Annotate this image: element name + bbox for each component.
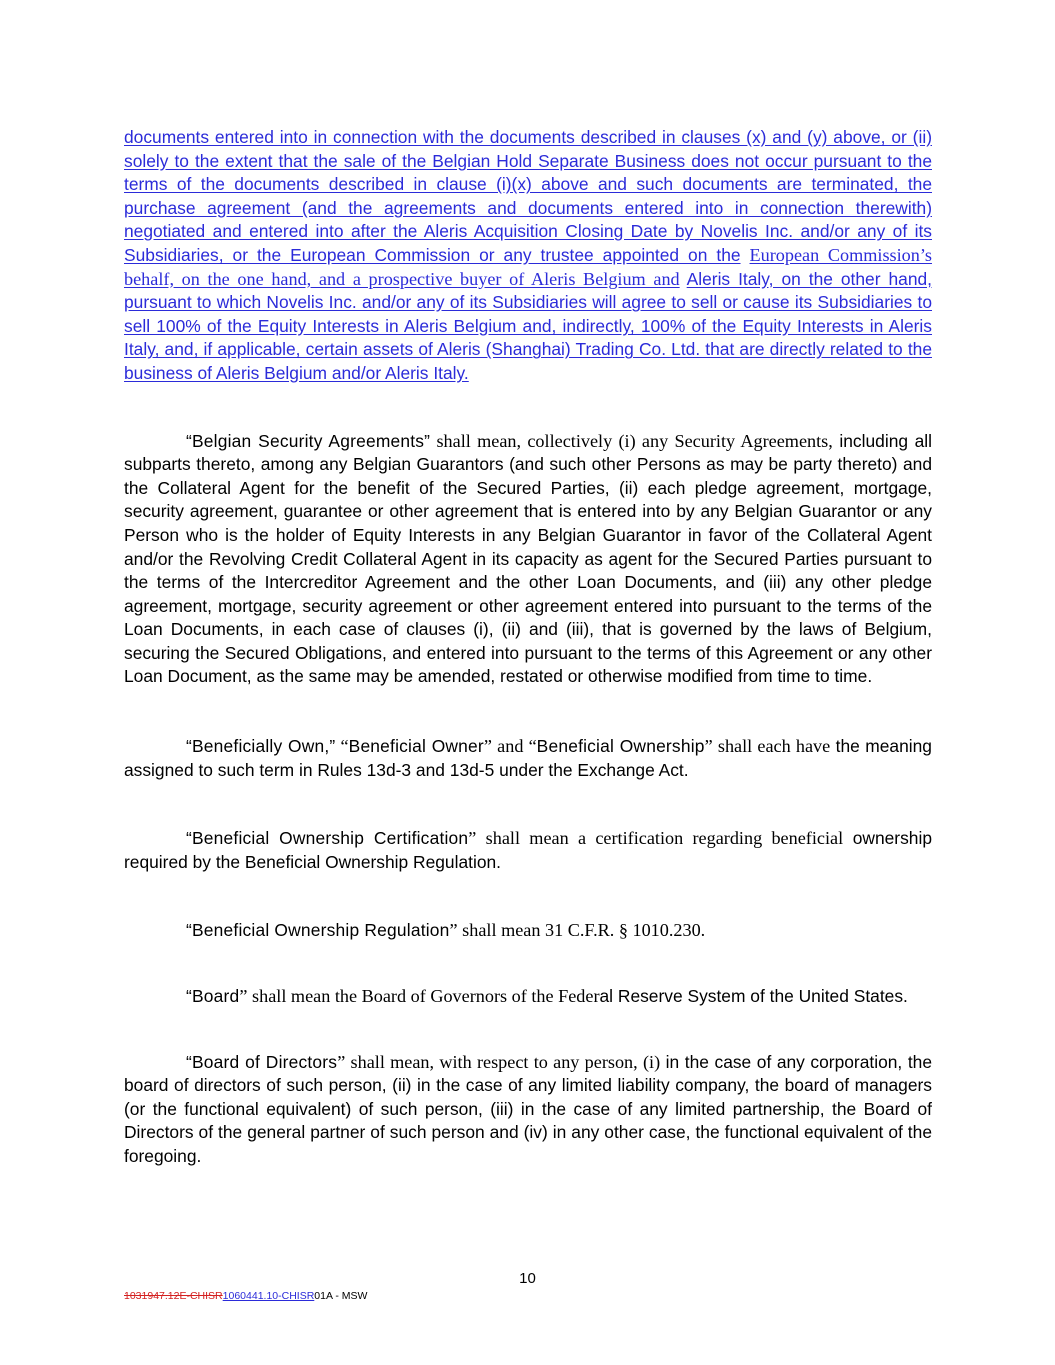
defined-term: “Beneficial Ownership Certification (186, 828, 469, 849)
continuation-paragraph (124, 126, 932, 386)
inserted-text: documents entered into in connection with the documents described in clauses (x) and (y) above, or (ii) solely to the extent that the sale of the Belgian Hold Separate Business does not occur pursuant to the terms of the documents described in clause (i)(x) above and such documents are terminated, the purchase agreement (and the agreements and documents entered into in connection therewith) negotiated and entered into after the Aleris Acquisition Closing Date by Novelis Inc. and/or any of its Subsidiaries, or the European Commission or any trustee appointed on the (124, 127, 932, 265)
document-footer (124, 1290, 367, 1302)
inserted-serif-text: European Commission’s behalf, on the one hand, and a prospective buyer of Aleris Belgium and (124, 244, 932, 289)
definition-lead: ” shall mean 31 C.F.R. § 1010.230. (449, 920, 706, 941)
definition-body: in the case of any corporation, the board of directors of such person, (ii) in the case of any limited liability company, the board of managers (or the functional equivalent) of such person, (iii) in the case of any limited partnership, the Board of Directors of the general partner of such person and (iv) in any other case, the functional equivalent of the foregoing. (124, 1051, 932, 1166)
defined-term: “Beneficially Own,” (186, 736, 336, 757)
definition-beneficial-ownership-certification (124, 827, 932, 874)
definition-lead: ” shall mean the Board of Governors of the Feder (239, 986, 600, 1007)
inserted-text-continued: Aleris Italy, on the other hand, pursuant to which Novelis Inc. and/or any of its Subsidiaries will agree to sell or cause its Subsidiaries to sell 100% of the Equity Interests in Aleris Belgium and, indirectly, 100% of the Equity Interests in Aleris Italy, and, if applicable, certain assets of Aleris (Shanghai) Trading Co. Ltd. that are directly related to the business of Aleris Belgium and/or Aleris Italy. (124, 268, 932, 383)
definition-beneficially-own (124, 735, 932, 782)
defined-term: “Board (186, 986, 240, 1007)
definition-lead: ” shall each have (704, 736, 831, 757)
definition-board (124, 985, 932, 1009)
definition-body: al Reserve System of the United States. (599, 986, 908, 1007)
definition-body: including all subparts thereto, among any Belgian Guarantors (and such other Persons as may be party thereto) and the Collateral Agent for the benefit of the Secured Parties, (ii) each pledge agreement, mortgage, security agreement, guarantee or other agreement that is entered into by any Belgian Guarantor or any Person who is the holder of Equity Interests in any Belgian Guarantor in favor of the Collateral Agent and/or the Revolving Credit Collateral Agent in its capacity as agent for the Secured Parties pursuant to the terms of the Intercreditor Agreement and the other Loan Documents, and (iii) any other pledge agreement, mortgage, security agreement or other agreement entered into pursuant to the terms of the Loan Documents, in each case of clauses (i), (ii) and (iii), that is governed by the laws of Belgium, securing the Secured Obligations, and entered into pursuant to the terms of this Agreement or any other Loan Document, as the same may be amended, restated or otherwise modified from time to time. (124, 430, 933, 687)
definition-beneficial-ownership-regulation (124, 919, 932, 943)
definition-belgian-security-agreements (124, 430, 932, 690)
definition-body: ownership required by the Beneficial Ownership Regulation. (124, 828, 932, 872)
definition-board-of-directors (124, 1051, 932, 1169)
defined-term: “Beneficial Ownership Regulation (186, 920, 450, 941)
definition-connector: “ (335, 736, 349, 757)
definition-lead: ” shall mean, with respect to any person, (i) (337, 1051, 661, 1072)
definition-body: the meaning assigned to such term in Rules 13d-3 and 13d-5 under the Exchange Act. (124, 736, 932, 780)
definition-connector-2: ” and “ (483, 736, 537, 757)
definition-lead: ” shall mean a certification regarding beneficial (468, 828, 844, 849)
document-page (124, 126, 932, 1169)
defined-term-2: Beneficial Owner (348, 736, 484, 757)
footer-suffix: 01A - MSW (314, 1290, 368, 1302)
defined-term-3: Beneficial Ownership (536, 736, 705, 757)
definition-lead: shall mean, collectively (i) any Security Agreements, (430, 430, 833, 451)
page-number: 10 (519, 1270, 536, 1287)
defined-term: “Belgian Security Agreements” (186, 430, 431, 451)
footer-deleted-id: 1031947.12E-CHISR (124, 1290, 223, 1302)
footer-added-id: 1060441.10-CHISR (222, 1290, 315, 1302)
defined-term: “Board of Directors (186, 1051, 338, 1072)
